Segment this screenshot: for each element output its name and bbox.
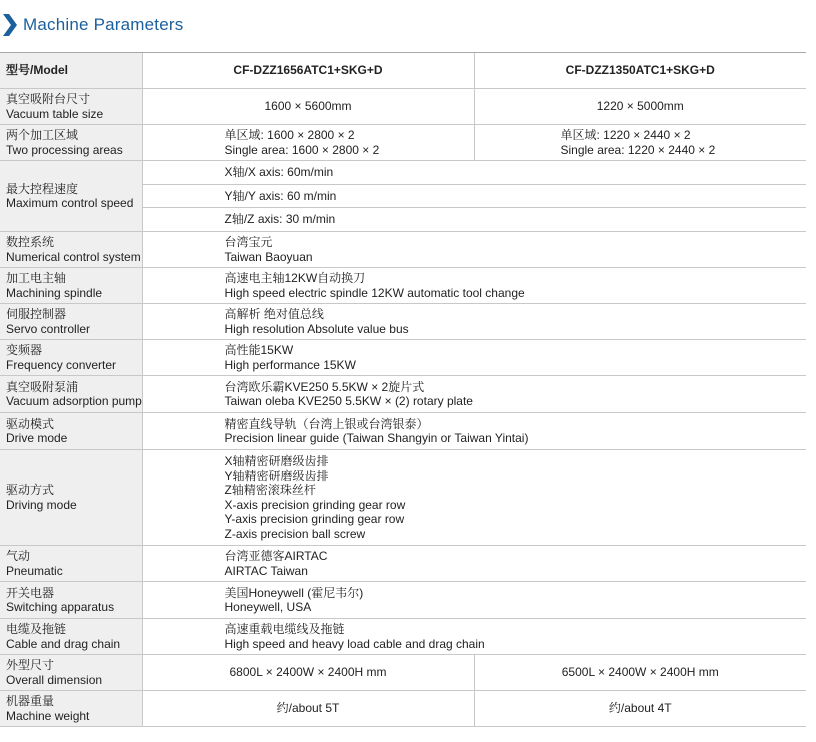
table-row-vacuum-pump [0,376,806,413]
row-label [0,376,142,413]
table-row-control-system [0,232,806,268]
value-line: Y轴精密研磨级齿排 [224,468,329,483]
label-cn: 数控系统 [6,235,55,249]
table-row-dimension [0,655,806,691]
value-cn: 台湾欧乐霸KVE250 5.5KW × 2旋片式 [224,379,425,394]
row-label [0,450,142,546]
label-en: Pneumatic [6,563,63,578]
value-cn: 高速重载电缆线及拖链 [224,622,345,636]
value-cn: 高速电主轴12KW自动换刀 [224,271,366,285]
label-cn: 外型尺寸 [6,658,55,672]
value-en: Precision linear guide (Taiwan Shangyin or Taiwan Yintai) [224,431,529,445]
value-en: Single area: 1600 × 2800 × 2 [224,142,380,157]
label-en: Numerical control system [6,249,141,264]
value-cn: 高解析 绝对值总线 [224,307,324,321]
value-model-1 [142,125,474,161]
value [142,304,806,340]
label-cn: 驱动方式 [6,483,55,497]
row-label [0,413,142,450]
table-row-max-speed-x [0,161,806,185]
value-en: Single area: 1220 × 2440 × 2 [560,142,716,157]
value-line: Z-axis precision ball screw [224,526,366,541]
chevron-right-icon [3,14,17,36]
table-row-cable [0,619,806,655]
row-label [0,268,142,304]
value [142,413,806,450]
value-cn: 单区域: 1220 × 2440 × 2 [560,128,691,142]
value-line: Y-axis precision grinding gear row [224,512,405,526]
label-cn: 开关电器 [6,585,55,600]
label-en: Cable and drag chain [6,636,121,651]
value-cn: 台湾亚德客AIRTAC [224,549,328,563]
label-cn: 两个加工区域 [6,128,79,142]
value-en: High speed and heavy load cable and drag chain [224,636,485,651]
row-label [0,304,142,340]
label-en: Vacuum table size [6,106,104,121]
row-label [0,619,142,655]
value-line: Z轴精密滚珠丝杆 [224,483,316,497]
value-en: High performance 15KW [224,357,356,372]
label-en: Two processing areas [6,142,123,157]
parameters-table [0,52,806,727]
label-cn: 真空吸附台尺寸 [6,92,91,106]
table-row-switching [0,582,806,619]
table-row-processing-areas [0,125,806,161]
value-model-1: 6800L × 2400W × 2400H mm [142,655,474,691]
label-cn: 气动 [6,549,31,563]
table-row-frequency [0,340,806,376]
label-cn: 加工电主轴 [6,271,67,285]
label-en: Vacuum adsorption pump [6,394,142,408]
table-row-vacuum-table [0,89,806,125]
value [142,232,806,268]
value-model-2: 1220 × 5000mm [474,89,806,125]
table-row-drive-mode [0,413,806,450]
value-model-1: 1600 × 5600mm [142,89,474,125]
label-cn: 最大控程速度 [6,181,79,196]
value-model-2: 6500L × 2400W × 2400H mm [474,655,806,691]
value-model-1: 约/about 5T [142,691,474,727]
value [142,340,806,376]
value [142,376,806,413]
table-row-driving-mode [0,450,806,546]
row-label [0,582,142,619]
value [142,582,806,619]
row-label [0,125,142,161]
table-row-weight [0,691,806,727]
label-en: Machining spindle [6,285,103,300]
value [142,546,806,582]
label-en: Frequency converter [6,357,117,372]
speed-x-value: X轴/X axis: 60m/min [142,161,806,185]
table-row-servo [0,304,806,340]
value-model-2 [474,125,806,161]
label-en: Maximum control speed [6,196,134,210]
label-en: Switching apparatus [6,600,115,614]
value-en: Taiwan oleba KVE250 5.5KW × (2) rotary plate [224,394,473,408]
table-row-model [0,53,806,89]
label-cn: 电缆及拖链 [6,622,67,636]
value-line: X-axis precision grinding gear row [224,497,406,512]
model-label: 型号/Model [0,53,142,89]
value [142,268,806,304]
row-label [0,89,142,125]
label-en: Machine weight [6,708,90,723]
row-label [0,340,142,376]
label-cn: 伺服控制器 [6,307,67,321]
value-cn: 台湾宝元 [224,235,273,249]
table-row-pneumatic [0,546,806,582]
value-cn: 高性能15KW [224,343,294,357]
value-en: High speed electric spindle 12KW automatic tool change [224,285,525,300]
row-label [0,232,142,268]
label-cn: 驱动模式 [6,416,55,431]
label-en: Drive mode [6,431,68,445]
value-en: Taiwan Baoyuan [224,249,313,264]
value [142,450,806,546]
table-row-spindle [0,268,806,304]
value-en: High resolution Absolute value bus [224,321,409,336]
label-cn: 变频器 [6,343,43,357]
value-cn: 单区域: 1600 × 2800 × 2 [224,128,355,142]
label-cn: 机器重量 [6,694,55,708]
value-cn: 美国Honeywell (霍尼韦尔) [224,585,364,600]
row-label [0,655,142,691]
model-2-name: CF-DZZ1350ATC1+SKG+D [474,53,806,89]
label-en: Servo controller [6,321,91,336]
label-cn: 真空吸附泵浦 [6,379,79,394]
value-cn: 精密直线导轨（台湾上银或台湾银泰） [224,416,429,431]
row-label [0,546,142,582]
value-line: X轴精密研磨级齿排 [224,454,329,468]
speed-y-value: Y轴/Y axis: 60 m/min [142,185,806,208]
section-header [0,0,816,50]
value [142,619,806,655]
speed-z-value: Z轴/Z axis: 30 m/min [142,208,806,232]
value-en: AIRTAC Taiwan [224,563,308,578]
row-label [0,691,142,727]
value-model-2: 约/about 4T [474,691,806,727]
value-en: Honeywell, USA [224,600,312,614]
model-1-name: CF-DZZ1656ATC1+SKG+D [142,53,474,89]
row-label [0,161,142,232]
label-en: Overall dimension [6,672,103,687]
label-en: Driving mode [6,497,77,512]
page-title: Machine Parameters [23,15,184,34]
